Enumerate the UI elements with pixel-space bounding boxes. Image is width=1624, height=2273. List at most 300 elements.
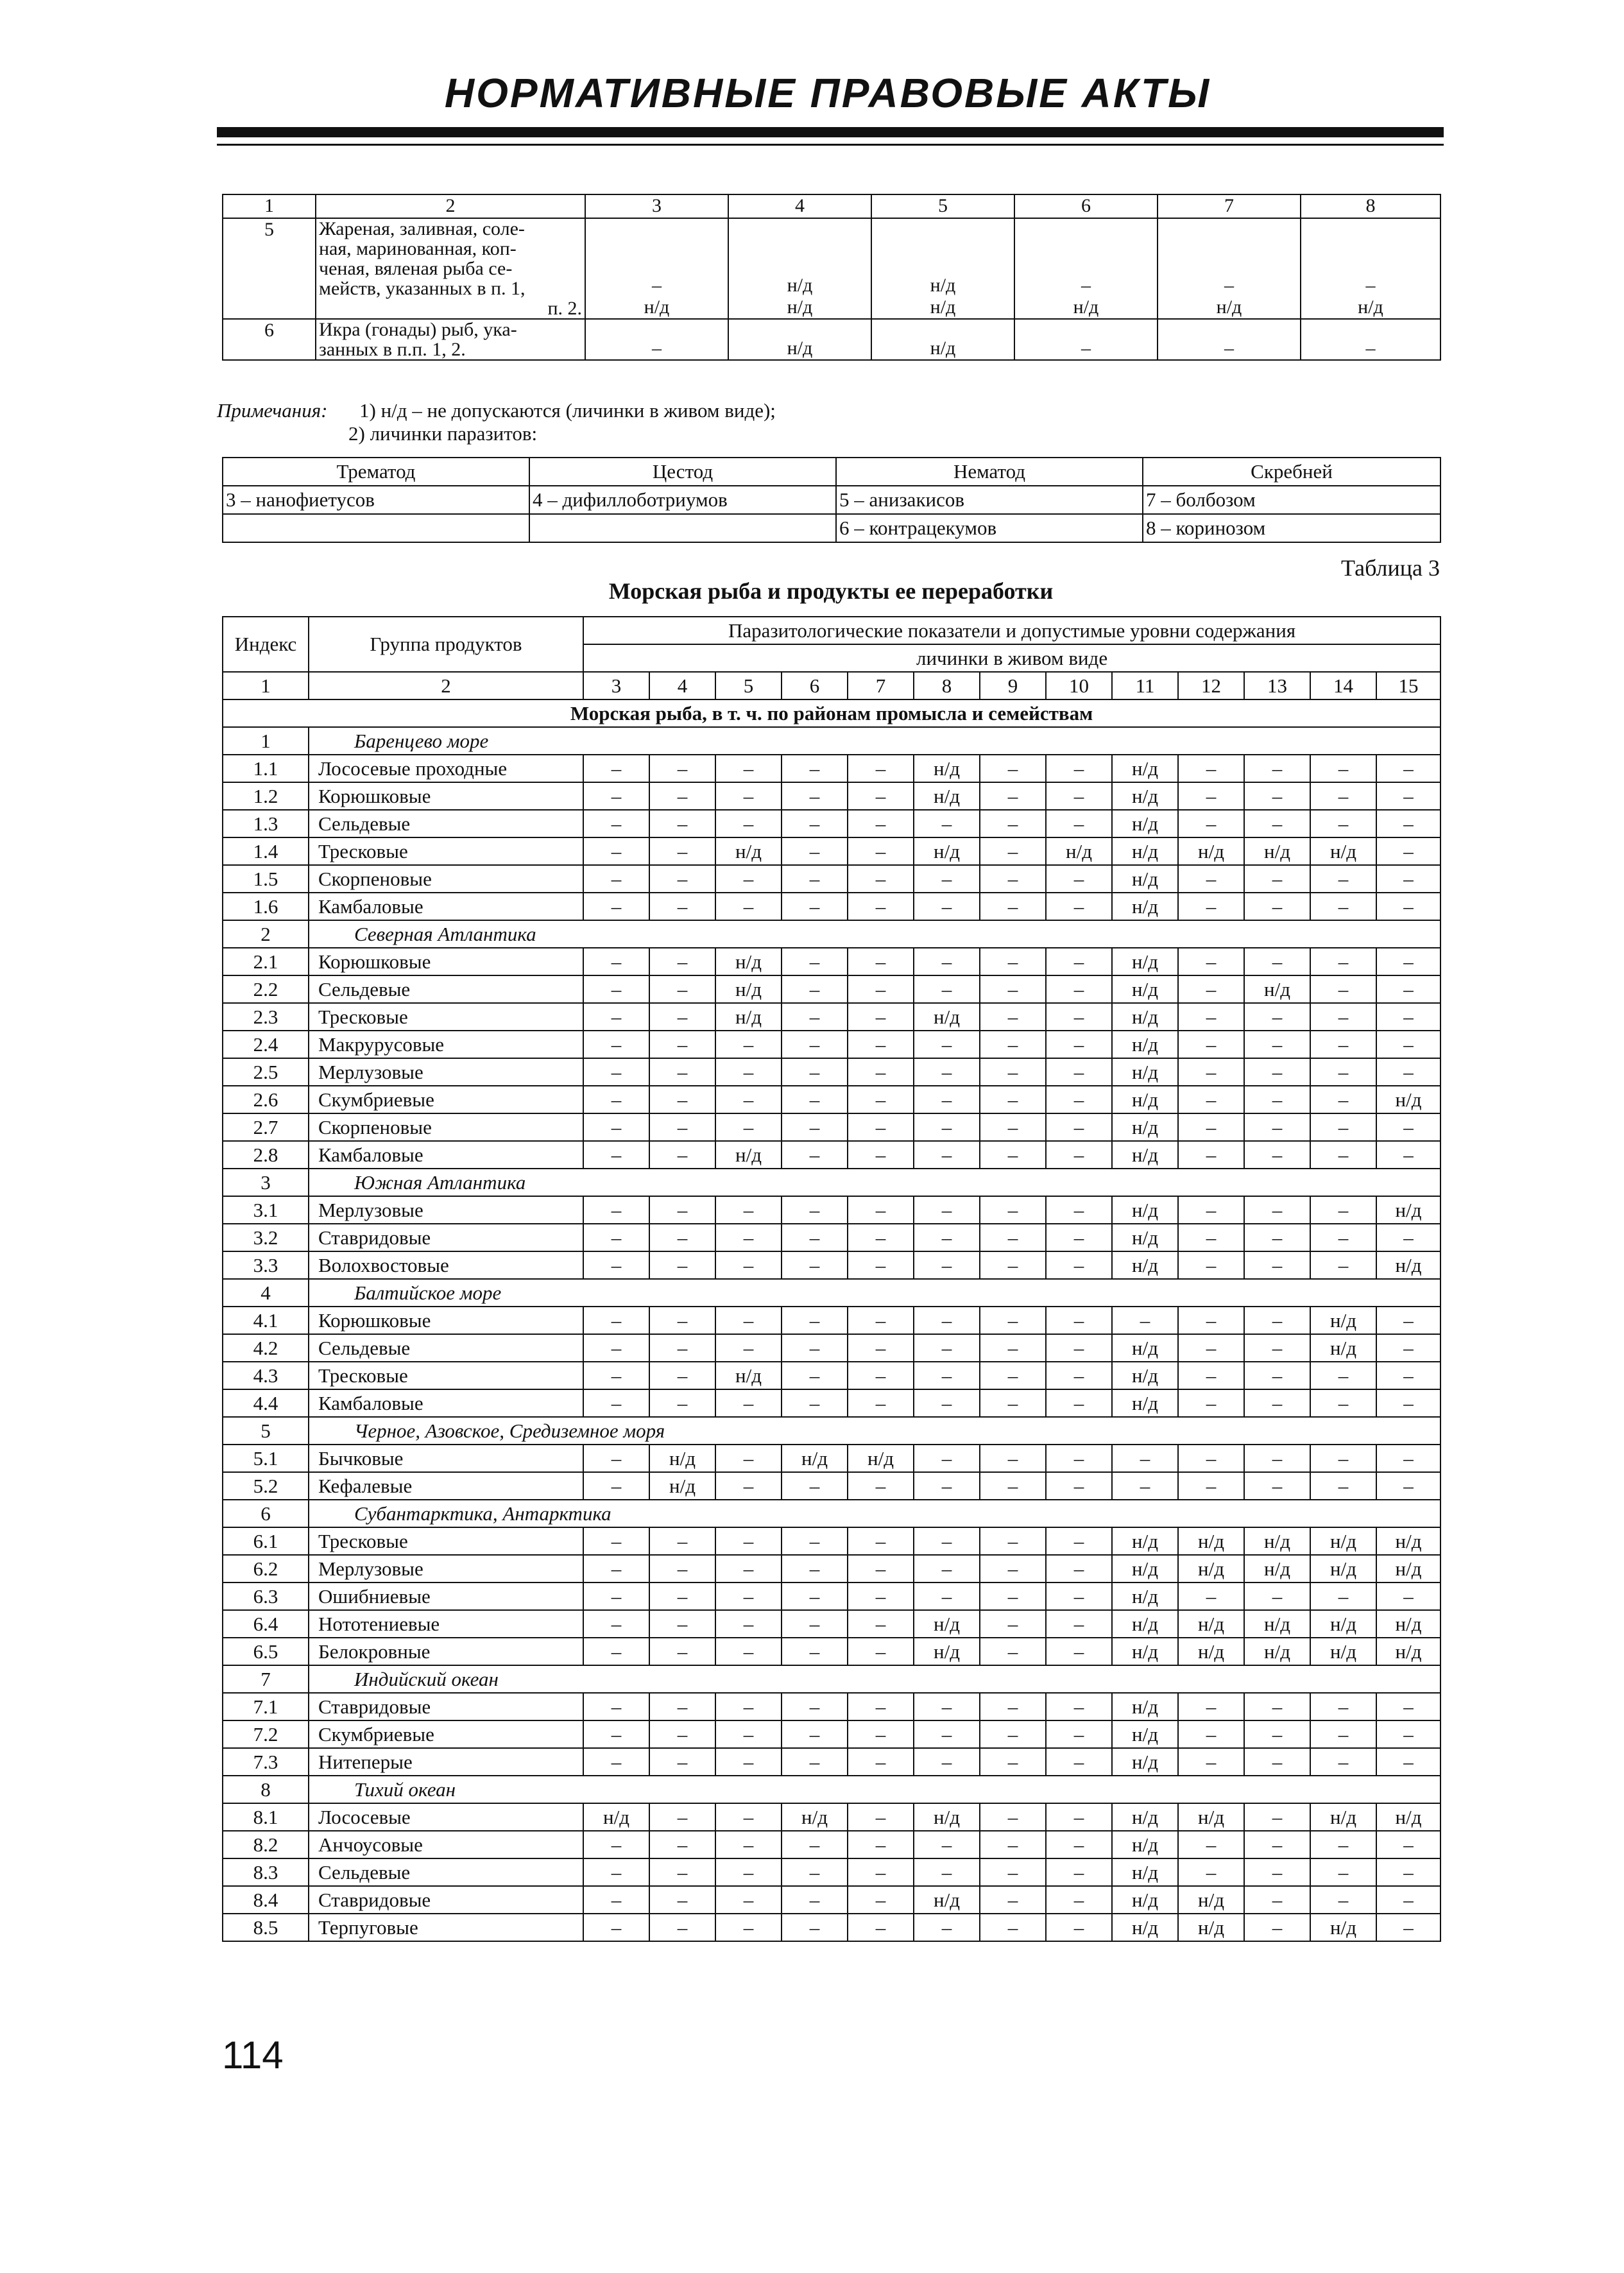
value-cell: н/д: [1112, 1389, 1178, 1417]
value-cell: –: [715, 1555, 782, 1583]
value-cell: –: [1046, 1472, 1112, 1500]
value-cell: –: [715, 1445, 782, 1472]
notes-line-2: 2) личинки паразитов:: [348, 422, 538, 445]
value-cell: –: [583, 1334, 649, 1362]
marine-fish-table: [222, 616, 1441, 1942]
value-cell: –: [649, 1527, 715, 1555]
value-cell: –: [1376, 1003, 1440, 1031]
fish-family-cell: Сельдевые: [309, 810, 583, 837]
value-cell: –: [914, 865, 980, 893]
table-number-label: Таблица 3: [1341, 555, 1440, 581]
value-cell: –: [715, 1224, 782, 1251]
value-cell: –: [1244, 1914, 1310, 1941]
value-cell: –: [782, 1141, 848, 1169]
row-index-cell: 5: [223, 1417, 309, 1445]
value-cell: –: [782, 1527, 848, 1555]
value-cell: –: [649, 755, 715, 782]
table-row: [223, 1555, 1440, 1583]
value-cell: –: [914, 1858, 980, 1886]
value-cell: –: [649, 1638, 715, 1665]
value-cell: –: [980, 1003, 1046, 1031]
value-cell: –: [848, 1858, 914, 1886]
value-cell: –: [649, 1196, 715, 1224]
value-cell: –: [715, 1914, 782, 1941]
value-cell: –: [1376, 1831, 1440, 1858]
value-cell: –: [1376, 1583, 1440, 1610]
legend-row: [223, 486, 1440, 514]
value-cell: –: [782, 1362, 848, 1389]
value-cell: н/д: [848, 1445, 914, 1472]
value-cell: –: [1178, 1720, 1244, 1748]
fish-family-cell: Тресковые: [309, 837, 583, 865]
value-cell: –: [715, 1831, 782, 1858]
page-number: 114: [222, 2034, 284, 2077]
value-cell: –: [1046, 1389, 1112, 1417]
value-cell: н/д: [1112, 1334, 1178, 1362]
value-cell: –: [1244, 1445, 1310, 1472]
table-row: [223, 782, 1440, 810]
row-index-cell: 6: [223, 319, 316, 360]
value-cell: –: [914, 1113, 980, 1141]
value-cell: –: [782, 1003, 848, 1031]
value-cell: –: [782, 1914, 848, 1941]
value-cell: –: [1046, 1638, 1112, 1665]
value-cell: –: [914, 1748, 980, 1776]
column-number-cell: 7: [1158, 194, 1301, 218]
value-cell: н/д: [1112, 1251, 1178, 1279]
value-cell: –: [980, 1858, 1046, 1886]
value-cell: –: [1046, 810, 1112, 837]
value-cell: –: [649, 948, 715, 975]
value-cell: –: [914, 1555, 980, 1583]
column-number-cell: 5: [871, 194, 1014, 218]
value-cell: –: [715, 1527, 782, 1555]
value-cell: –: [1178, 1224, 1244, 1251]
value-cell: –: [649, 1058, 715, 1086]
region-name: Северная Атлантика: [309, 920, 1440, 948]
product-name-line: Икра (гонады) рыб, ука-: [319, 318, 517, 340]
value-cell: –: [1244, 1141, 1310, 1169]
value-cell: –: [583, 1858, 649, 1886]
value-cell: –: [980, 948, 1046, 975]
value-cell: –: [980, 1527, 1046, 1555]
value-cell: –: [583, 1748, 649, 1776]
column-number-cell: 7: [848, 672, 914, 699]
value-cell: –: [1046, 1610, 1112, 1638]
value-cell: –: [848, 782, 914, 810]
value-cell: –: [1310, 1748, 1376, 1776]
value-cell: н/д: [1376, 1251, 1440, 1279]
row-index-cell: 2.7: [223, 1113, 309, 1141]
value-cell: –: [980, 1803, 1046, 1831]
value-cell: –: [980, 1196, 1046, 1224]
row-index-cell: 2.2: [223, 975, 309, 1003]
value-cell: –: [583, 975, 649, 1003]
value-cell: –: [980, 1886, 1046, 1914]
row-index-cell: 5: [223, 218, 316, 319]
value-cell: –: [1310, 1086, 1376, 1113]
value-cell: –: [1178, 975, 1244, 1003]
value-cell: н/д: [1244, 975, 1310, 1003]
value-text: н/д: [930, 296, 956, 318]
value-cell: н/д: [914, 755, 980, 782]
value-cell: н/д: [649, 1472, 715, 1500]
value-cell: н/д: [1112, 1610, 1178, 1638]
value-cell: –: [782, 1610, 848, 1638]
value-cell: –: [1310, 1858, 1376, 1886]
row-index-cell: 2.5: [223, 1058, 309, 1086]
value-cell: –: [1178, 865, 1244, 893]
row-index-cell: 4.3: [223, 1362, 309, 1389]
value-cell: –: [1178, 1445, 1244, 1472]
fish-family-cell: Корюшковые: [309, 948, 583, 975]
fish-family-cell: Скорпеновые: [309, 1113, 583, 1141]
product-name-cell: [316, 319, 585, 360]
value-text: –: [1224, 274, 1234, 296]
value-cell: н/д: [715, 1362, 782, 1389]
row-index-cell: 1.6: [223, 893, 309, 920]
fish-family-cell: Скумбриевые: [309, 1086, 583, 1113]
value-cell: –: [649, 1334, 715, 1362]
value-cell: –: [914, 1389, 980, 1417]
value-cell: н/д: [1178, 837, 1244, 865]
value-cell: –: [914, 1720, 980, 1748]
table-title: Морская рыба и продукты ее переработки: [608, 578, 1054, 604]
region-row: [223, 1417, 1440, 1445]
value-cell: –: [1376, 782, 1440, 810]
value-cell: –: [1178, 755, 1244, 782]
value-cell: –: [715, 755, 782, 782]
value-cell: –: [848, 1527, 914, 1555]
value-cell: –: [1244, 1693, 1310, 1720]
value-cell: –: [914, 1086, 980, 1113]
value-cell: –: [715, 1031, 782, 1058]
row-index-cell: 7.2: [223, 1720, 309, 1748]
value-cell: –: [980, 893, 1046, 920]
value-cell: н/д: [1112, 1748, 1178, 1776]
value-cell: –: [583, 1251, 649, 1279]
value-cell: –: [914, 1334, 980, 1362]
fish-family-cell: Мерлузовые: [309, 1555, 583, 1583]
value-cell: н/д: [583, 1803, 649, 1831]
value-cell: –: [1178, 1362, 1244, 1389]
value-cell: –: [1046, 865, 1112, 893]
value-cell: н/д: [1376, 1803, 1440, 1831]
value-cell: –: [1178, 1858, 1244, 1886]
region-row: [223, 1665, 1440, 1693]
page-header-title: НОРМАТИВНЫЕ ПРАВОВЫЕ АКТЫ: [444, 70, 1211, 116]
fish-family-cell: Бычковые: [309, 1445, 583, 1472]
value-cell: –: [848, 1472, 914, 1500]
value-cell: н/д: [1112, 810, 1178, 837]
value-cell: –: [715, 1720, 782, 1748]
value-cell: –: [1178, 1086, 1244, 1113]
value-cell: –: [848, 1224, 914, 1251]
row-index-cell: 7.3: [223, 1748, 309, 1776]
row-index-cell: 1.5: [223, 865, 309, 893]
column-number-cell: 13: [1244, 672, 1310, 699]
value-cell: н/д: [1376, 1638, 1440, 1665]
value-cell: –: [715, 865, 782, 893]
value-cell: –: [914, 948, 980, 975]
value-cell: –: [1244, 810, 1310, 837]
value-cell: –: [649, 1831, 715, 1858]
region-row: [223, 1776, 1440, 1803]
value-cell: н/д: [1112, 1831, 1178, 1858]
legend-cell: 6 – контрацекумов: [836, 514, 1143, 542]
value-cell: –: [914, 1693, 980, 1720]
row-index-cell: 4.2: [223, 1334, 309, 1362]
column-number-cell: 10: [1046, 672, 1112, 699]
value-cell: н/д: [1112, 893, 1178, 920]
column-number-cell: 2: [316, 194, 585, 218]
fish-family-cell: Сельдевые: [309, 1858, 583, 1886]
value-cell: –: [1244, 1031, 1310, 1058]
value-cell: н/д: [1376, 1086, 1440, 1113]
value-cell: [585, 319, 728, 360]
value-cell: –: [1376, 1058, 1440, 1086]
value-cell: –: [1046, 1748, 1112, 1776]
value-cell: –: [1376, 1720, 1440, 1748]
index-header: Индекс: [223, 617, 309, 672]
value-cell: –: [1178, 1583, 1244, 1610]
value-cell: н/д: [1112, 1003, 1178, 1031]
fish-family-cell: Ставридовые: [309, 1693, 583, 1720]
value-cell: –: [1376, 1472, 1440, 1500]
row-index-cell: 3.3: [223, 1251, 309, 1279]
value-cell: –: [914, 1141, 980, 1169]
value-cell: н/д: [1310, 1307, 1376, 1334]
value-cell: н/д: [1112, 1031, 1178, 1058]
parasite-legend-table: [222, 457, 1441, 543]
value-cell: –: [1046, 1858, 1112, 1886]
value-cell: –: [782, 1831, 848, 1858]
value-cell: –: [583, 1693, 649, 1720]
value-cell: –: [980, 1031, 1046, 1058]
value-cell: –: [1376, 1693, 1440, 1720]
fish-family-cell: Лососевые проходные: [309, 755, 583, 782]
table-row: [223, 1058, 1440, 1086]
value-cell: –: [1244, 1472, 1310, 1500]
notes-label: Примечания:: [217, 399, 328, 422]
value-cell: –: [782, 755, 848, 782]
table-row: [223, 865, 1440, 893]
value-cell: –: [1046, 1307, 1112, 1334]
legend-cell: 7 – болбозом: [1143, 486, 1440, 514]
fish-family-cell: Корюшковые: [309, 1307, 583, 1334]
value-cell: –: [649, 1610, 715, 1638]
value-cell: –: [782, 948, 848, 975]
value-cell: –: [715, 1472, 782, 1500]
legend-cell: [529, 514, 836, 542]
value-cell: –: [583, 1445, 649, 1472]
value-cell: –: [848, 1638, 914, 1665]
value-text: –: [1081, 274, 1091, 296]
value-cell: –: [583, 810, 649, 837]
group-header: Группа продуктов: [309, 617, 583, 672]
value-cell: –: [649, 1720, 715, 1748]
value-cell: –: [848, 1334, 914, 1362]
value-cell: –: [1376, 1886, 1440, 1914]
row-index-cell: 3: [223, 1169, 309, 1196]
column-number-cell: 15: [1376, 672, 1440, 699]
table-row: [223, 1362, 1440, 1389]
value-cell: –: [1046, 1886, 1112, 1914]
value-cell: н/д: [1112, 1113, 1178, 1141]
fish-family-cell: Тресковые: [309, 1527, 583, 1555]
value-cell: н/д: [1376, 1196, 1440, 1224]
value-cell: н/д: [1178, 1527, 1244, 1555]
value-cell: –: [1178, 1003, 1244, 1031]
row-index-cell: 1.2: [223, 782, 309, 810]
value-cell: –: [1376, 1914, 1440, 1941]
value-cell: –: [1046, 1362, 1112, 1389]
value-cell: –: [583, 1031, 649, 1058]
value-cell: –: [1310, 1693, 1376, 1720]
value-cell: н/д: [1310, 837, 1376, 865]
row-index-cell: 4.1: [223, 1307, 309, 1334]
value-cell: –: [649, 1583, 715, 1610]
row-index-cell: 4.4: [223, 1389, 309, 1417]
value-cell: –: [1244, 1803, 1310, 1831]
value-cell: –: [1046, 1113, 1112, 1141]
row-index-cell: 3.1: [223, 1196, 309, 1224]
value-cell: –: [980, 865, 1046, 893]
column-number-cell: 11: [1112, 672, 1178, 699]
value-cell: –: [782, 1748, 848, 1776]
value-cell: –: [848, 948, 914, 975]
value-cell: –: [715, 1610, 782, 1638]
region-row: [223, 1279, 1440, 1307]
legend-group-header: Скребней: [1143, 458, 1440, 486]
value-cell: –: [914, 1196, 980, 1224]
value-cell: –: [649, 1389, 715, 1417]
value-cell: –: [715, 782, 782, 810]
value-cell: –: [1310, 1831, 1376, 1858]
value-cell: –: [583, 1389, 649, 1417]
notes-line-1: 1) н/д – не допускаются (личинки в живом виде);: [359, 399, 776, 422]
value-cell: н/д: [782, 1803, 848, 1831]
value-cell: –: [1244, 1583, 1310, 1610]
value-cell: –: [1244, 893, 1310, 920]
value-cell: –: [1178, 1389, 1244, 1417]
value-cell: н/д: [1112, 1224, 1178, 1251]
value-cell: –: [1376, 1445, 1440, 1472]
value-cell: –: [848, 975, 914, 1003]
value-cell: –: [649, 1803, 715, 1831]
value-cell: –: [1376, 893, 1440, 920]
value-cell: –: [1310, 1141, 1376, 1169]
value-cell: –: [1178, 1693, 1244, 1720]
value-cell: –: [649, 1086, 715, 1113]
legend-header-row: [223, 458, 1440, 486]
column-number-cell: 1: [223, 672, 309, 699]
value-cell: –: [1046, 1914, 1112, 1941]
value-cell: –: [1376, 948, 1440, 975]
value-cell: –: [1046, 1334, 1112, 1362]
value-cell: –: [1244, 1196, 1310, 1224]
value-cell: –: [1244, 1748, 1310, 1776]
value-cell: н/д: [1244, 1555, 1310, 1583]
value-cell: –: [715, 1886, 782, 1914]
value-cell: –: [649, 893, 715, 920]
value-cell: н/д: [1112, 1058, 1178, 1086]
value-cell: –: [1244, 948, 1310, 975]
fish-family-cell: Тресковые: [309, 1003, 583, 1031]
product-name-line: занных в п.п. 1, 2.: [319, 338, 466, 360]
table-header-row: [223, 617, 1440, 644]
value-cell: –: [980, 1362, 1046, 1389]
value-cell: н/д: [1046, 837, 1112, 865]
value-cell: –: [848, 837, 914, 865]
row-index-cell: 8.1: [223, 1803, 309, 1831]
value-cell: –: [583, 782, 649, 810]
fish-family-cell: Скорпеновые: [309, 865, 583, 893]
value-cell: –: [914, 1831, 980, 1858]
value-cell: –: [583, 1886, 649, 1914]
value-cell: –: [715, 1058, 782, 1086]
product-name-line: мейств, указанных в п. 1,: [319, 277, 526, 299]
value-cell: –: [583, 1003, 649, 1031]
table-row: [223, 1472, 1440, 1500]
value-cell: –: [583, 1610, 649, 1638]
value-cell: н/д: [914, 782, 980, 810]
fish-family-cell: Анчоусовые: [309, 1831, 583, 1858]
value-cell: –: [1310, 1886, 1376, 1914]
value-cell: –: [1310, 1472, 1376, 1500]
value-cell: –: [914, 1251, 980, 1279]
value-cell: –: [1244, 1307, 1310, 1334]
table-row: [223, 975, 1440, 1003]
value-cell: –: [1046, 948, 1112, 975]
value-cell: –: [980, 1445, 1046, 1472]
value-cell: –: [1046, 1693, 1112, 1720]
value-cell: н/д: [1178, 1555, 1244, 1583]
value-cell: –: [1178, 1196, 1244, 1224]
value-cell: н/д: [1244, 1610, 1310, 1638]
table-row: [223, 1003, 1440, 1031]
value-cell: н/д: [1112, 782, 1178, 810]
value-cell: [1301, 218, 1440, 319]
table-row: [223, 755, 1440, 782]
value-cell: –: [1178, 1831, 1244, 1858]
parameters-header: Паразитологические показатели и допустимые уровни содержания: [583, 617, 1440, 644]
value-cell: –: [980, 1389, 1046, 1417]
value-cell: –: [583, 1141, 649, 1169]
value-cell: –: [980, 1831, 1046, 1858]
value-cell: –: [1178, 1334, 1244, 1362]
row-index-cell: 2.4: [223, 1031, 309, 1058]
value-cell: –: [1376, 1858, 1440, 1886]
table-row: [223, 1858, 1440, 1886]
fish-family-cell: Ставридовые: [309, 1224, 583, 1251]
table-row: [223, 1803, 1440, 1831]
value-cell: –: [1310, 1583, 1376, 1610]
value-cell: н/д: [1112, 1886, 1178, 1914]
value-cell: –: [1046, 1031, 1112, 1058]
value-cell: –: [782, 1031, 848, 1058]
value-cell: –: [914, 1472, 980, 1500]
column-number-cell: 4: [728, 194, 871, 218]
value-cell: –: [1310, 1251, 1376, 1279]
value-cell: –: [980, 1113, 1046, 1141]
value-cell: –: [1376, 837, 1440, 865]
value-cell: –: [848, 1583, 914, 1610]
row-index-cell: 6.1: [223, 1527, 309, 1555]
region-name: Южная Атлантика: [309, 1169, 1440, 1196]
value-cell: н/д: [1310, 1527, 1376, 1555]
table-row: [223, 1610, 1440, 1638]
